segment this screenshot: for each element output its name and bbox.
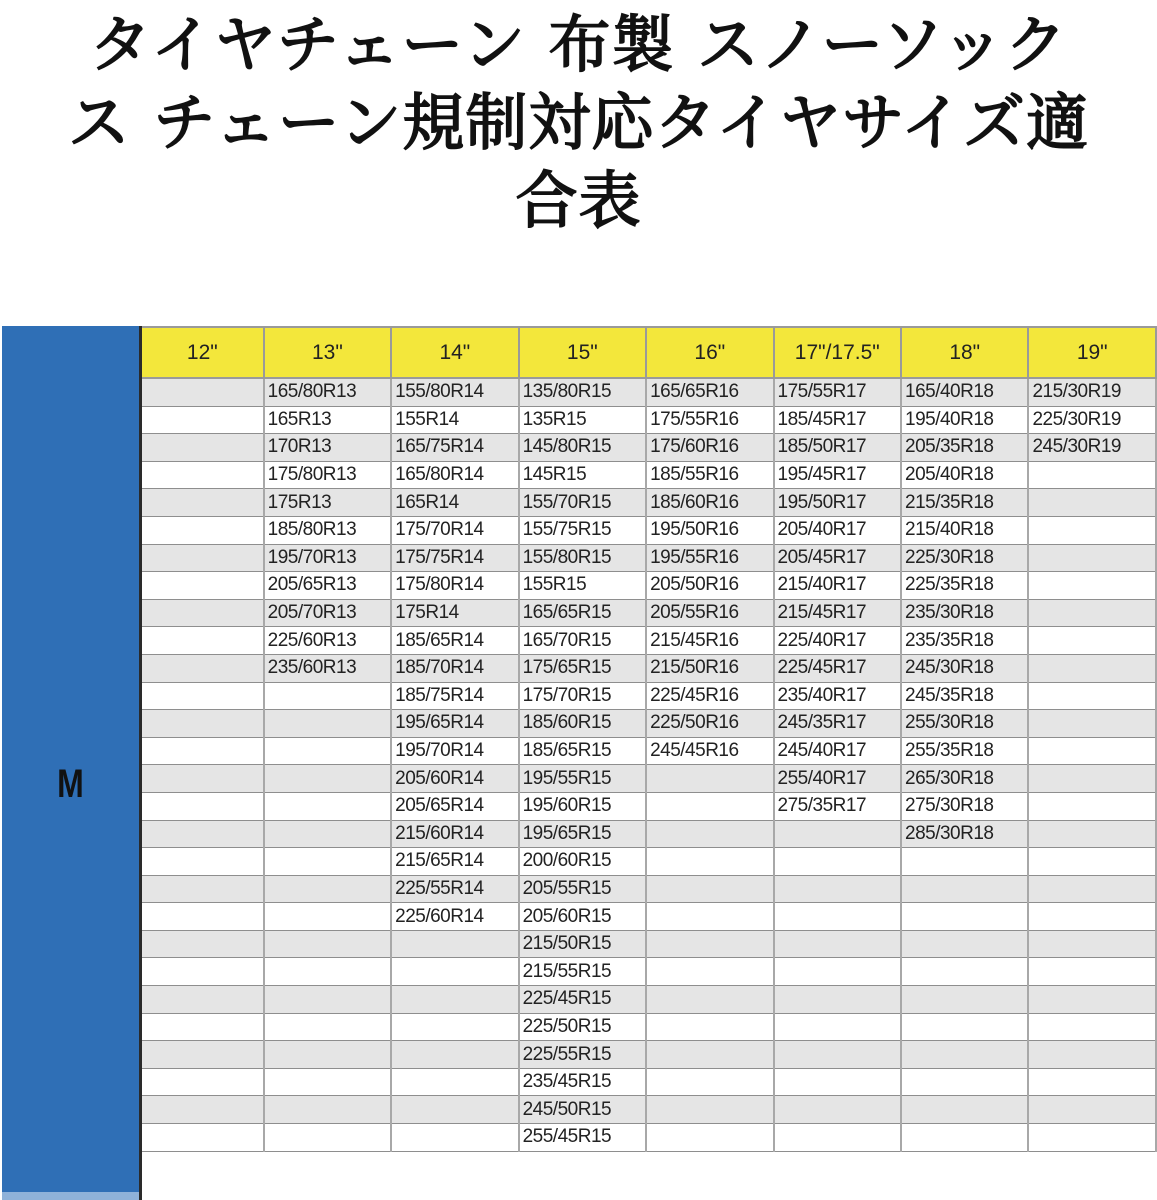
size-cell: 195/50R16 [646,516,773,544]
size-cell: 235/40R17 [774,682,901,710]
size-cell: 235/30R18 [901,599,1028,627]
size-cell [264,1124,391,1152]
table-row [142,378,1156,406]
size-cell [774,1013,901,1041]
size-cell [142,792,264,820]
size-cell [1028,1013,1156,1041]
size-cell [646,1096,773,1124]
size-cell: 205/65R14 [391,792,518,820]
size-cell [1028,792,1156,820]
size-cell [142,1096,264,1124]
size-cell [264,1013,391,1041]
size-cell [142,434,264,462]
size-cell [142,930,264,958]
size-cell: 205/35R18 [901,434,1028,462]
size-cell: 205/60R14 [391,765,518,793]
size-cell [142,682,264,710]
size-cell [142,544,264,572]
size-cell: 165/80R13 [264,378,391,406]
size-cell: 185/75R14 [391,682,518,710]
size-cell: 225/50R16 [646,710,773,738]
size-cell: 200/60R15 [519,848,646,876]
size-cell [264,1096,391,1124]
size-cell: 275/35R17 [774,792,901,820]
size-cell [391,986,518,1014]
size-cell [1028,1041,1156,1069]
size-cell: 215/60R14 [391,820,518,848]
size-cell: 225/45R16 [646,682,773,710]
size-cell: 255/35R18 [901,737,1028,765]
size-cell [264,875,391,903]
size-cell [142,406,264,434]
size-cell: 255/45R15 [519,1124,646,1152]
size-cell: 245/35R18 [901,682,1028,710]
size-cell [142,599,264,627]
table-row [142,875,1156,903]
size-cell [646,765,773,793]
table-row [142,682,1156,710]
size-cell [901,930,1028,958]
size-cell [264,986,391,1014]
table-body [142,378,1156,1151]
size-cell [264,820,391,848]
size-cell [1028,682,1156,710]
size-cell [901,875,1028,903]
size-cell [391,1124,518,1152]
size-cell: 235/60R13 [264,654,391,682]
size-cell: 195/50R17 [774,489,901,517]
column-header: 15" [519,327,646,378]
table-row [142,654,1156,682]
size-cell [142,820,264,848]
size-cell [646,820,773,848]
size-cell: 155/80R14 [391,378,518,406]
size-cell [391,1096,518,1124]
size-cell [1028,820,1156,848]
size-cell [1028,544,1156,572]
size-cell [264,848,391,876]
table-row [142,792,1156,820]
size-cell: 155/70R15 [519,489,646,517]
size-cell [264,1068,391,1096]
size-cell: 175/60R16 [646,434,773,462]
size-cell [774,986,901,1014]
size-cell: 165/75R14 [391,434,518,462]
size-cell: 205/55R16 [646,599,773,627]
size-cell [391,1068,518,1096]
size-cell: 205/65R13 [264,572,391,600]
size-cell: 175/80R14 [391,572,518,600]
size-cell [901,1124,1028,1152]
size-cell: 165/65R15 [519,599,646,627]
size-cell: 225/50R15 [519,1013,646,1041]
size-cell: 225/30R18 [901,544,1028,572]
size-cell: 245/40R17 [774,737,901,765]
size-cell: 155R15 [519,572,646,600]
size-cell [1028,986,1156,1014]
size-cell: 165/70R15 [519,627,646,655]
size-cell [1028,958,1156,986]
size-cell [142,710,264,738]
size-cell [142,1124,264,1152]
size-cell [142,986,264,1014]
size-cell: 285/30R18 [901,820,1028,848]
size-cell: 225/35R18 [901,572,1028,600]
bottom-strip [2,1192,139,1200]
size-cell [646,930,773,958]
size-cell [774,903,901,931]
size-cell: 185/80R13 [264,516,391,544]
size-cell [391,1041,518,1069]
column-header: 16" [646,327,773,378]
size-cell: 195/55R16 [646,544,773,572]
size-cell: 215/45R16 [646,627,773,655]
size-cell [774,958,901,986]
size-cell: 215/45R17 [774,599,901,627]
size-cell [142,737,264,765]
size-cell [901,986,1028,1014]
size-cell: 175/65R15 [519,654,646,682]
size-cell [264,737,391,765]
size-cell [142,875,264,903]
size-cell: 165R14 [391,489,518,517]
size-cell [646,1124,773,1152]
table-row [142,958,1156,986]
size-cell: 235/45R15 [519,1068,646,1096]
size-cell: 245/35R17 [774,710,901,738]
size-cell: 165/40R18 [901,378,1028,406]
size-cell: 175/55R16 [646,406,773,434]
size-cell [1028,1068,1156,1096]
size-cell: 215/50R16 [646,654,773,682]
size-cell: 205/45R17 [774,544,901,572]
size-cell [1028,627,1156,655]
size-cell: 165R13 [264,406,391,434]
size-cell: 265/30R18 [901,765,1028,793]
size-cell [901,903,1028,931]
size-cell: 175R13 [264,489,391,517]
size-cell [774,930,901,958]
size-cell: 205/40R18 [901,461,1028,489]
size-cell [391,930,518,958]
size-cell: 185/70R14 [391,654,518,682]
table-row [142,765,1156,793]
size-cell: 245/30R19 [1028,434,1156,462]
size-cell: 205/55R15 [519,875,646,903]
size-cell: 225/45R17 [774,654,901,682]
size-cell: 245/30R18 [901,654,1028,682]
table-row [142,434,1156,462]
size-cell [1028,930,1156,958]
size-cell: 185/50R17 [774,434,901,462]
size-cell [264,930,391,958]
size-cell: 185/65R14 [391,627,518,655]
size-cell [901,1041,1028,1069]
size-cell [1028,765,1156,793]
size-cell: 245/50R15 [519,1096,646,1124]
size-cell [264,1041,391,1069]
size-cell [901,1068,1028,1096]
size-cell [264,792,391,820]
size-cell [264,682,391,710]
size-cell: 225/55R15 [519,1041,646,1069]
column-header: 18" [901,327,1028,378]
size-cell [264,765,391,793]
size-cell: 225/60R13 [264,627,391,655]
size-cell [142,903,264,931]
table-row [142,710,1156,738]
size-cell [646,875,773,903]
size-cell: 155/80R15 [519,544,646,572]
size-cell [1028,489,1156,517]
size-cell [1028,1096,1156,1124]
table-row [142,737,1156,765]
page-title [0,6,1157,240]
size-cell [774,1124,901,1152]
size-cell [1028,599,1156,627]
size-cell [646,958,773,986]
header-row [142,327,1156,378]
size-cell [1028,875,1156,903]
size-cell [774,1096,901,1124]
size-cell [1028,710,1156,738]
size-cell [142,572,264,600]
size-cell: 205/60R15 [519,903,646,931]
size-cell: 225/55R14 [391,875,518,903]
table-row [142,406,1156,434]
column-header: 17"/17.5" [774,327,901,378]
size-cell [646,1013,773,1041]
title-line-1: タイヤチェーン 布製 スノーソック [89,8,1068,81]
size-cell: 205/40R17 [774,516,901,544]
size-cell [774,848,901,876]
size-cell [264,958,391,986]
size-cell [646,986,773,1014]
size-cell [901,1096,1028,1124]
size-cell [142,1068,264,1096]
size-cell: 175/70R14 [391,516,518,544]
size-cell [1028,461,1156,489]
size-band [2,326,142,1200]
size-cell: 185/60R16 [646,489,773,517]
size-cell: 195/65R15 [519,820,646,848]
size-cell: 225/45R15 [519,986,646,1014]
size-cell: 185/45R17 [774,406,901,434]
size-cell [646,1068,773,1096]
size-cell: 155/75R15 [519,516,646,544]
title-line-3: 合表 [515,164,642,237]
size-cell: 195/70R14 [391,737,518,765]
table-row [142,930,1156,958]
size-cell: 205/70R13 [264,599,391,627]
size-cell: 205/50R16 [646,572,773,600]
size-cell: 215/55R15 [519,958,646,986]
size-cell [1028,654,1156,682]
table-row [142,516,1156,544]
size-cell: 175/80R13 [264,461,391,489]
size-cell: 175/55R17 [774,378,901,406]
size-cell [391,1013,518,1041]
size-cell [142,489,264,517]
size-cell [142,627,264,655]
size-cell: 165/65R16 [646,378,773,406]
table-row [142,627,1156,655]
size-cell [774,875,901,903]
size-cell: 195/55R15 [519,765,646,793]
size-cell [142,378,264,406]
size-cell [1028,572,1156,600]
size-cell: 185/65R15 [519,737,646,765]
table-row [142,1124,1156,1152]
size-cell: 170R13 [264,434,391,462]
size-cell [774,1041,901,1069]
table-row [142,489,1156,517]
size-cell: 215/40R17 [774,572,901,600]
size-cell [774,820,901,848]
size-cell: 155R14 [391,406,518,434]
size-cell [142,654,264,682]
size-cell: 195/45R17 [774,461,901,489]
size-cell [142,958,264,986]
size-cell [646,792,773,820]
table-row [142,1041,1156,1069]
size-cell [1028,737,1156,765]
size-cell: 185/55R16 [646,461,773,489]
size-cell [264,710,391,738]
size-cell: 235/35R18 [901,627,1028,655]
size-cell [1028,903,1156,931]
size-cell: 175R14 [391,599,518,627]
size-cell [142,848,264,876]
size-cell: 215/35R18 [901,489,1028,517]
size-cell: 255/30R18 [901,710,1028,738]
size-cell [901,848,1028,876]
table-row [142,544,1156,572]
size-cell: 195/40R18 [901,406,1028,434]
size-cell [1028,848,1156,876]
table-row [142,1096,1156,1124]
size-cell: 255/40R17 [774,765,901,793]
size-cell: 215/65R14 [391,848,518,876]
column-header: 14" [391,327,518,378]
size-cell: 135/80R15 [519,378,646,406]
size-cell [142,1041,264,1069]
size-cell [901,958,1028,986]
size-cell [1028,1124,1156,1152]
table-row [142,1068,1156,1096]
size-cell [1028,516,1156,544]
size-cell: 165/80R14 [391,461,518,489]
size-cell: 275/30R18 [901,792,1028,820]
table-row [142,820,1156,848]
column-header: 12" [142,327,264,378]
size-cell: 175/75R14 [391,544,518,572]
size-cell: 175/70R15 [519,682,646,710]
size-cell: 215/40R18 [901,516,1028,544]
size-cell [391,958,518,986]
column-header: 13" [264,327,391,378]
title-line-2: ス チェーン規制対応タイヤサイズ適 [67,86,1090,159]
table-row [142,599,1156,627]
size-cell [264,903,391,931]
size-cell [142,765,264,793]
table-row [142,903,1156,931]
size-cell [142,1013,264,1041]
table-row [142,986,1156,1014]
size-cell: 135R15 [519,406,646,434]
size-cell: 225/60R14 [391,903,518,931]
column-header: 19" [1028,327,1156,378]
size-cell [142,461,264,489]
size-cell: 195/65R14 [391,710,518,738]
table-row [142,848,1156,876]
table-row [142,1013,1156,1041]
size-cell: 195/70R13 [264,544,391,572]
table-row [142,572,1156,600]
size-cell [142,516,264,544]
size-label: M [57,762,84,806]
size-cell: 225/30R19 [1028,406,1156,434]
size-cell: 245/45R16 [646,737,773,765]
size-cell: 215/30R19 [1028,378,1156,406]
table-row [142,461,1156,489]
size-cell [774,1068,901,1096]
size-cell [646,848,773,876]
tire-size-table [142,326,1157,1152]
size-cell: 225/40R17 [774,627,901,655]
size-cell [901,1013,1028,1041]
size-cell: 195/60R15 [519,792,646,820]
size-cell: 215/50R15 [519,930,646,958]
size-cell [646,1041,773,1069]
size-cell: 145/80R15 [519,434,646,462]
size-cell: 185/60R15 [519,710,646,738]
size-cell [646,903,773,931]
size-cell: 145R15 [519,461,646,489]
